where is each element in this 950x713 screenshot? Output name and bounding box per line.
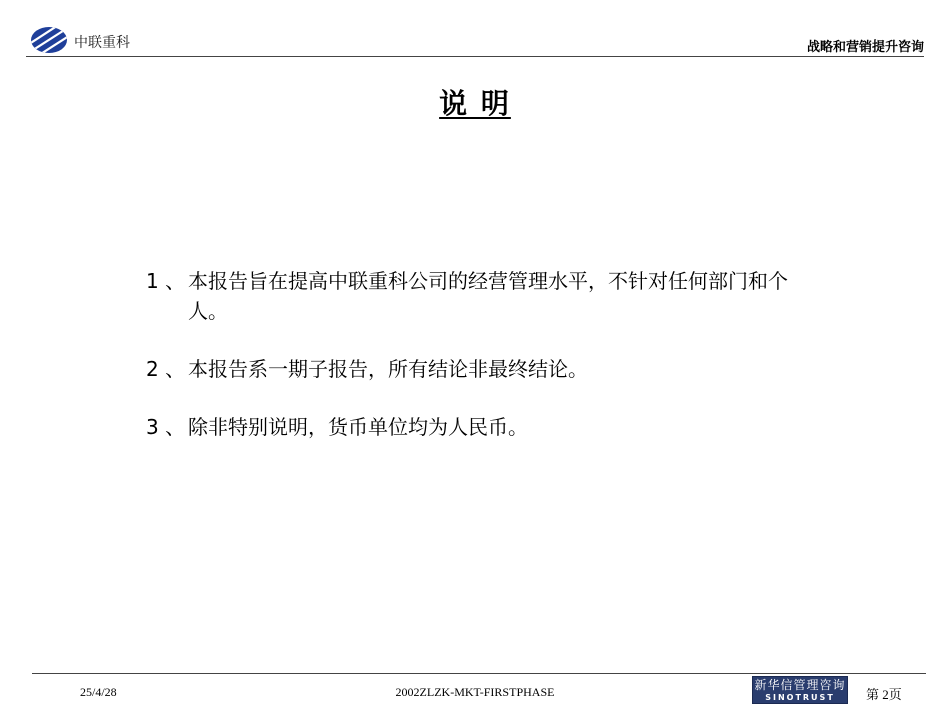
notes-list bbox=[146, 266, 826, 470]
consultant-logo-cn: 新华信管理咨询 bbox=[754, 678, 846, 692]
company-name: 中联重科 bbox=[74, 35, 130, 51]
company-logo bbox=[30, 24, 150, 56]
header-title: 战略和营销提升咨询 bbox=[806, 40, 924, 55]
list-item-number: 2 、 bbox=[146, 357, 186, 381]
list-item bbox=[146, 266, 826, 326]
page-title-text: 说 明 bbox=[439, 87, 511, 120]
list-item bbox=[146, 354, 826, 384]
list-item-number: 3 、 bbox=[146, 415, 186, 439]
header-divider bbox=[26, 56, 924, 57]
page-title bbox=[0, 82, 950, 122]
list-item-text: 除非特别说明，货币单位均为人民币。 bbox=[188, 415, 528, 439]
consultant-logo-en: SINOTRUST bbox=[765, 693, 835, 702]
list-item-text: 本报告旨在提高中联重科公司的经营管理水平，不针对任何部门和个人。 bbox=[188, 269, 788, 323]
footer-document-code: 2002ZLZK-MKT-FIRSTPHASE bbox=[395, 685, 555, 699]
company-logo-icon bbox=[30, 26, 68, 54]
footer-date: 25/4/28 bbox=[80, 685, 117, 699]
consultant-logo bbox=[752, 676, 848, 704]
footer-divider bbox=[32, 673, 926, 674]
list-item-text: 本报告系一期子报告，所有结论非最终结论。 bbox=[188, 357, 588, 381]
page-number: 第 2页 bbox=[866, 687, 902, 702]
list-item-number: 1 、 bbox=[146, 269, 186, 293]
list-item bbox=[146, 412, 826, 442]
